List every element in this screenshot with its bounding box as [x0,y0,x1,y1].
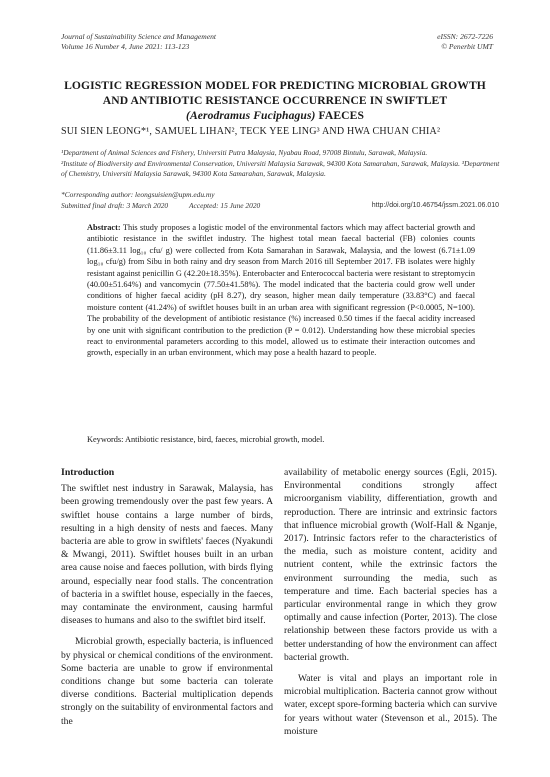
corresponding-author: *Corresponding author: leongsuisien@upm.edu.my [61,190,215,199]
affiliation-2: ²Institute of Biodiversity and Environmental Conservation, Universiti Malaysia Sarawak, 94300 Kota Samarahan, Sarawak, Malaysia. ³Department of Chemistry, Universiti Malaysia Sarawak, 94300 Kota Samarahan, Sarawak, Malaysia. [61,158,500,178]
paper-title [55,78,495,123]
intro-heading: Introduction [61,467,115,478]
journal-volume: Volume 16 Number 4, June 2021: 113-123 [61,42,190,51]
title-end: FAECES [315,109,365,122]
journal-publisher: © Penerbit UMT [441,42,493,51]
left-paragraph-1: The swiftlet nest industry in Sarawak, Malaysia, has been growing tremendously over the past few years. A swiftlet house contains a large number of birds, resulting in a high density of nests and faeces. Many bacteria are able to grow in swiftlets' faeces (Nyakundi & Mwangi, 2011). Swiftlet houses built in an urban area cause noise and faeces pollution, with birds flying around, especially near food stalls. The concentration of bacteria in a swiftlet house, especially in the faeces, may contaminate the environment, causing harmful diseases to humans and also to the swiftlet bird itself. [61,483,273,627]
title-line-1: LOGISTIC REGRESSION MODEL FOR PREDICTING MICROBIAL GROWTH [64,79,486,92]
affiliations [61,148,501,180]
title-line-2: AND ANTIBIOTIC RESISTANCE OCCURRENCE IN SWIFTLET [102,94,448,107]
abstract-text: This study proposes a logistic model of the environmental factors which may affect bacterial growth and antibiotic resistance in the swiftlet industry. The highest total mean faecal bacterial (FB) colonies counts (11.86±3.11 log₁₀ cfu/ g) were collected from Kota Samarahan in Sarawak, Malaysia, and the lowest (6.71±1.09 log₁₀ cfu/g) from Sibu in both rainy and dry season from March 2016 till September 2017. FB isolates were highly resistant against penicillin G (42.20±18.35%). Enterobacter and Enterococcal bacteria were resistant to streptomycin (40.00±51.64%) and vancomycin (77.50±41.58%). The model indicated that the bacteria could grow well under conditions of higher faecal acidity (pH 8.27), dry season, higher mean daily temperature (33.83°C) and faecal moisture content (41.24%) of swiftlet houses built in an urban area with significant regression (P<0.0005, N=100). The probability of the development of antibiotic resistance (%) increased 0.50 times if the faecal acidity increased by one unit with significant contribution to the prediction (P = 0.012). Understanding how these microbial species react to environmental parameters according to this model, allowed us to estimate their interaction outcomes and growth, especially in an urban environment, which may pose a health hazard to people. [87,223,475,358]
journal-header-left [61,32,216,52]
left-column [61,466,273,728]
title-line-3 [55,108,495,123]
submitted-date: Submitted final draft: 3 March 2020 [61,201,169,210]
author-list: SUI SIEN LEONG*¹, SAMUEL LIHAN², TECK YEE LING³ AND HWA CHUAN CHIA² [61,126,441,137]
journal-eissn: eISSN: 2672-7226 [437,32,493,41]
affiliation-1: ¹Department of Animal Sciences and Fishery, Universiti Putra Malaysia, Nyabau Road, 97008 Bintulu, Sarawak, Malaysia. [61,148,428,157]
abstract [87,222,475,359]
journal-name: Journal of Sustainability Science and Management [61,32,217,41]
right-paragraph-2: Water is vital and plays an important role in microbial multiplication. Bacteria cannot grow without water, except spore-forming bacteria which can survive for years without water (Stevenson et al., 2015). The moisture [284,673,497,737]
right-paragraph-1: availability of metabolic energy sources (Egli, 2015). Environmental conditions strongly affect microorganism viability, differentiation, growth and reproduction. There are intrinsic and extrinsic factors that influence microbial growth (Wolf-Hall & Nganje, 2017). Intrinsic factors refer to the characteristics of the media, such as moisture content, acidity and nutrient content, while the extrinsic factors the environment surrounding the media, such as temperature and time. Each bacterial species has a particular environmental range in which they grow optimally and cause infection (Porter, 2013). The close relationship between these factors provide us with a better understanding of how the environment can affect bacterial growth. [284,467,497,663]
right-column [284,466,497,738]
keywords: Keywords: Antibiotic resistance, bird, faeces, microbial growth, model. [87,435,325,444]
journal-header-right [437,32,493,52]
title-species: (Aerodramus Fuciphagus) [185,109,316,122]
abstract-label: Abstract: [87,223,121,232]
left-paragraph-2: Microbial growth, especially bacteria, is influenced by physical or chemical conditions of the environment. Some bacteria are unable to grow if environmental conditions change but some bacteria can tolerate diverse conditions. Bacterial multiplication depends strongly on the suitability of environmental factors and the [61,636,273,727]
accepted-date: Accepted: 15 June 2020 [189,201,261,210]
doi-link[interactable]: http://doi.org/10.46754/jssm.2021.06.010 [371,202,499,209]
